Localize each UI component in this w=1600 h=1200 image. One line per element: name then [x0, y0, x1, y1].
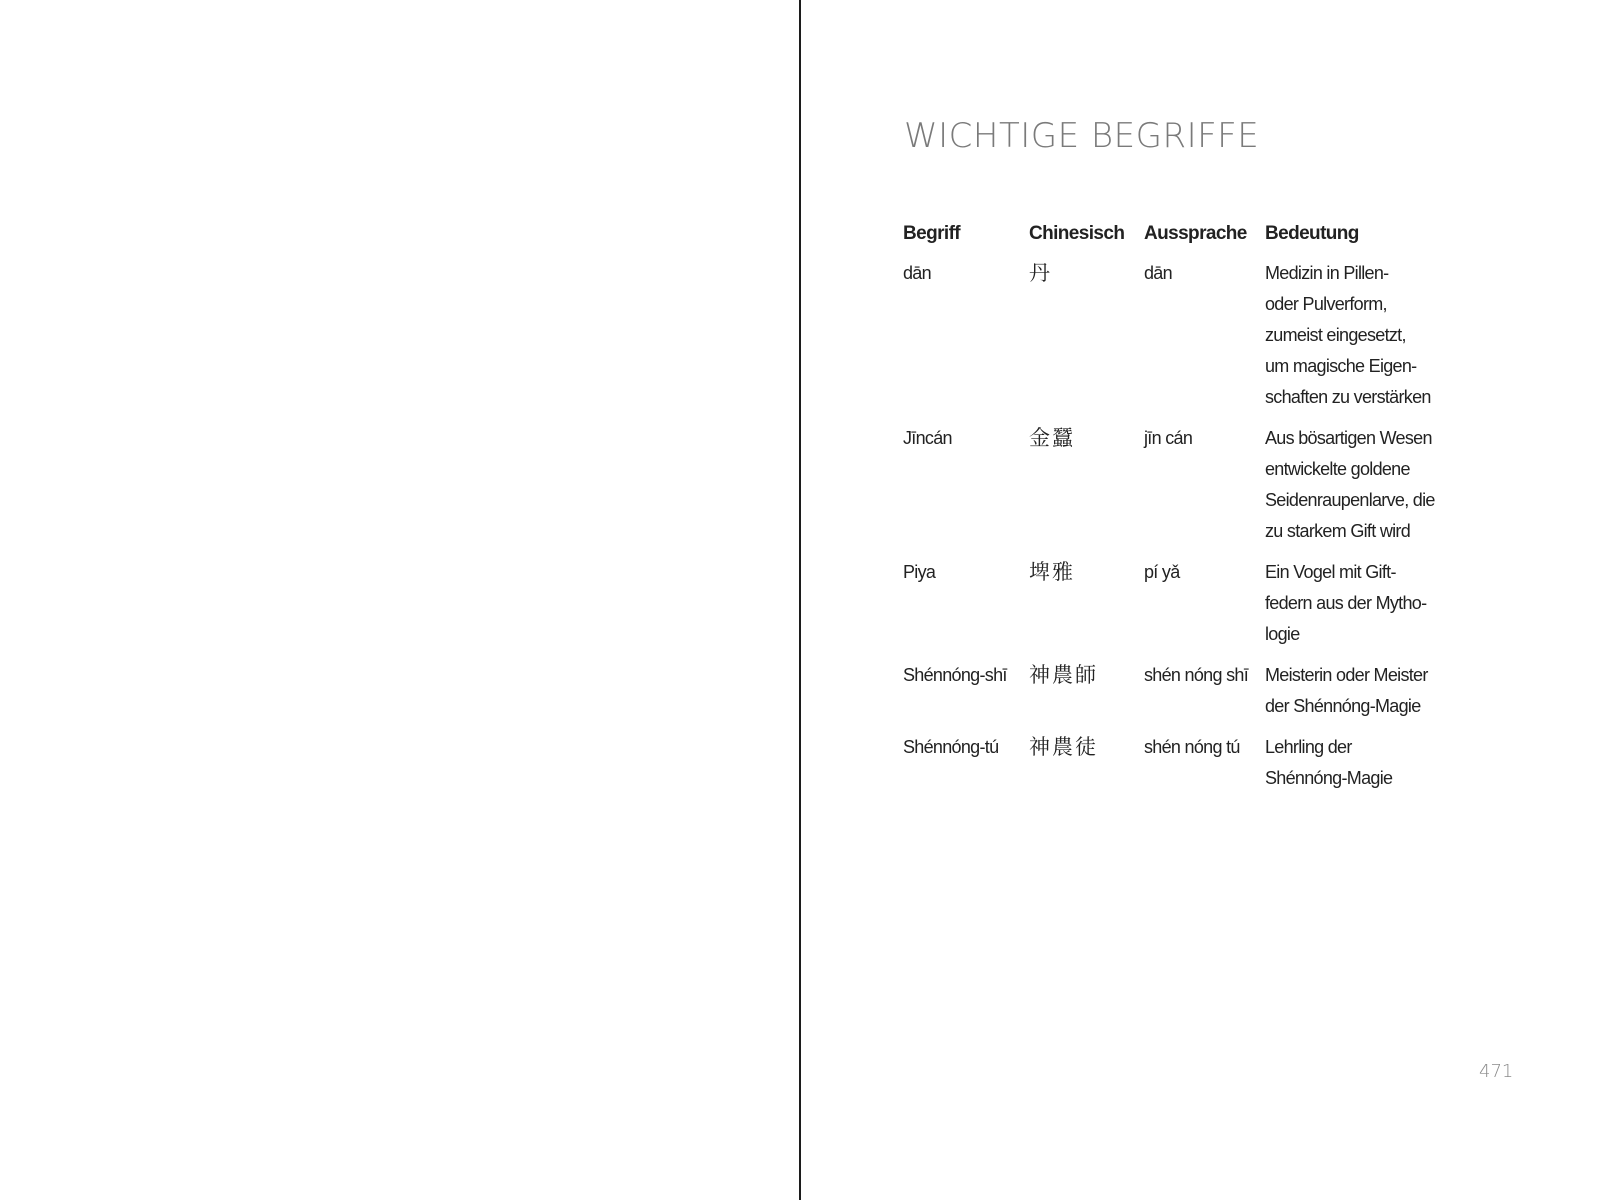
meaning-line: Shénnóng-Magie [1265, 768, 1393, 788]
meaning-cell [1265, 557, 1435, 660]
meaning-line: der Shénnóng-Magie [1265, 696, 1421, 716]
table-row [903, 258, 1435, 423]
meaning-line: Ein Vogel mit Gift- [1265, 562, 1396, 582]
header-meaning: Bedeutung [1265, 223, 1359, 244]
chinese-cell: 金蠶 [1029, 426, 1075, 450]
table-row [903, 557, 1435, 660]
term-cell: dān [903, 263, 931, 283]
chinese-cell: 神農徒 [1029, 735, 1098, 759]
header-term: Begriff [903, 223, 961, 244]
meaning-cell [1265, 660, 1435, 732]
pronunciation-cell: pí yǎ [1144, 562, 1180, 582]
meaning-line: Lehrling der [1265, 737, 1352, 757]
chinese-cell: 丹 [1029, 261, 1052, 285]
pronunciation-cell: jīn cán [1144, 428, 1193, 448]
meaning-line: um magische Eigen- [1265, 356, 1417, 376]
meaning-line: entwickelte goldene [1265, 459, 1410, 479]
pronunciation-cell: shén nóng shī [1144, 665, 1248, 685]
meaning-line: oder Pulverform, [1265, 294, 1387, 314]
page-number: 471 [1479, 1061, 1514, 1082]
meaning-line: zumeist eingesetzt, [1265, 325, 1406, 345]
left-page-blank [0, 0, 799, 1200]
chinese-cell: 埤雅 [1029, 560, 1075, 584]
meaning-cell [1265, 732, 1435, 804]
meaning-line: schaften zu verstärken [1265, 387, 1431, 407]
right-page [801, 0, 1600, 1200]
term-cell: Jīncán [903, 428, 952, 448]
meaning-line: Seidenraupenlarve, die [1265, 490, 1435, 510]
meaning-line: federn aus der Mytho- [1265, 593, 1427, 613]
table-row [903, 732, 1435, 804]
pronunciation-cell: shén nóng tú [1144, 737, 1240, 757]
table-row [903, 660, 1435, 732]
meaning-cell [1265, 423, 1435, 557]
page-heading: WICHTIGE BEGRIFFE [904, 116, 1260, 156]
meaning-line: logie [1265, 624, 1300, 644]
meaning-line: Meisterin oder Meister [1265, 665, 1428, 685]
term-cell: Shénnóng-shī [903, 665, 1007, 685]
header-pronunciation: Aussprache [1144, 223, 1247, 244]
meaning-cell [1265, 258, 1435, 423]
meaning-line: Medizin in Pillen- [1265, 263, 1389, 283]
meaning-line: zu starkem Gift wird [1265, 521, 1411, 541]
term-cell: Shénnóng-tú [903, 737, 999, 757]
glossary-table [903, 222, 1435, 804]
header-chinese: Chinesisch [1029, 223, 1125, 244]
chinese-cell: 神農師 [1029, 663, 1098, 687]
meaning-line: Aus bösartigen Wesen [1265, 428, 1432, 448]
term-cell: Piya [903, 562, 936, 582]
glossary-header-row [903, 222, 1435, 258]
table-row [903, 423, 1435, 557]
pronunciation-cell: dān [1144, 263, 1172, 283]
